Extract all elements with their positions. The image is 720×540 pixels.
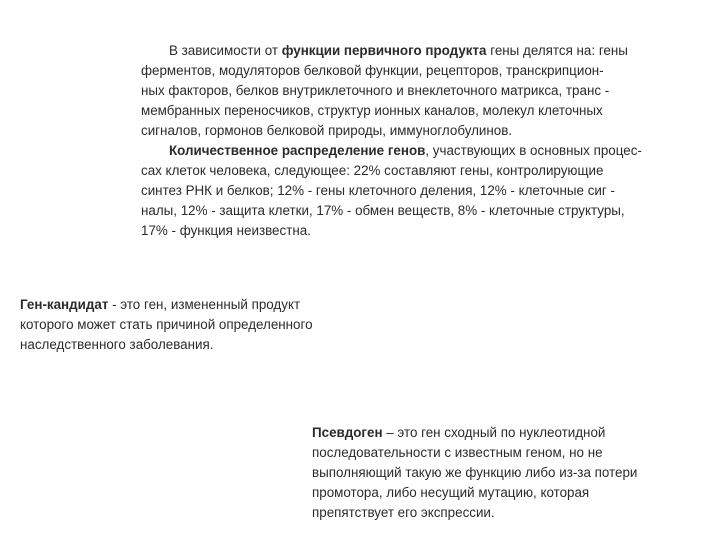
text-line: 17% - функция неизвестна. — [141, 223, 311, 238]
functions-term: функции первичного продукта — [281, 43, 487, 58]
text-line: которого может стать причиной определенного — [20, 317, 313, 332]
text-line: сигналов, гормонов белковой природы, иммуноглобулинов. — [141, 123, 513, 138]
text-line: мембранных переносчиков, структур ионных каналов, молекул клеточных — [141, 103, 603, 118]
distribution-term: Количественное распределение генов — [169, 143, 426, 158]
functions-intro: В зависимости от — [169, 43, 282, 58]
paragraph-distribution-first-line — [141, 141, 681, 161]
pseudogene-term: Псевдоген — [312, 425, 383, 440]
gene-candidate-first-line — [20, 295, 360, 315]
text-line: ных факторов, белков внутриклеточного и внеклеточного матрикса, транс - — [141, 83, 610, 98]
text-line: промотора, либо несущий мутацию, которая — [312, 485, 590, 500]
text-line: ферментов, модуляторов белковой функции, рецепторов, транскрипцион- — [141, 63, 604, 78]
pseudogene-rest: – это ген сходный по нуклеотидной — [382, 425, 606, 440]
gene-candidate-term: Ген-кандидат — [20, 297, 109, 312]
distribution-rest: , участвующих в основных процес- — [425, 143, 642, 158]
functions-rest: гены делятся на: гены — [486, 43, 628, 58]
gene-candidate-definition — [20, 295, 360, 355]
pseudogene-first-line — [312, 423, 642, 443]
text-line: препятствует его экспрессии. — [312, 505, 495, 520]
text-line: синтез РНК и белков; 12% - гены клеточного деления, 12% - клеточные сиг - — [141, 183, 615, 198]
text-line: наследственного заболевания. — [20, 337, 214, 352]
gene-candidate-rest: - это ген, измененный продукт — [108, 297, 301, 312]
text-line: выполняющий такую же функцию либо из-за потери — [312, 465, 638, 480]
text-line: последовательности с известным геном, но не — [312, 445, 603, 460]
paragraph-functions-first-line — [141, 41, 681, 61]
pseudogene-definition — [312, 423, 642, 523]
gene-classification-text — [141, 41, 681, 241]
text-line: сах клеток человека, следующее: 22% составляют гены, контролирующие — [141, 163, 604, 178]
text-line: налы, 12% - защита клетки, 17% - обмен веществ, 8% - клеточные структуры, — [141, 203, 625, 218]
